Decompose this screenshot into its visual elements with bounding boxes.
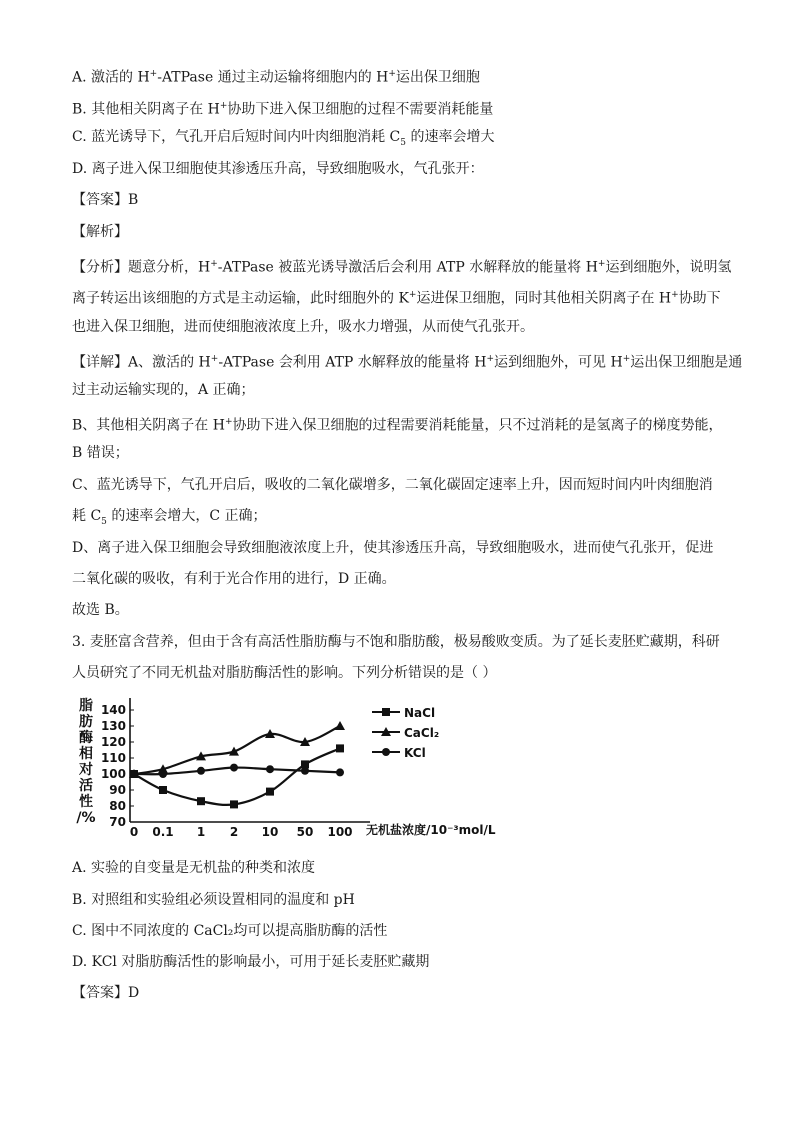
- q3-answer: [72, 983, 139, 1003]
- y-tick-label: 100: [100, 767, 126, 781]
- x-tick-label: 50: [296, 825, 314, 839]
- answer-label: 【答案】: [72, 192, 128, 208]
- q3-option-d: D. KCl 对脂肪酶活性的影响最小，可用于延长麦胚贮藏期: [72, 954, 430, 970]
- q2-conclusion: 故选 B。: [72, 602, 129, 618]
- xiangjie-a-line-2: 过主动运输实现的，A 正确；: [72, 382, 255, 398]
- q2-option-b: B. 其他相关阴离子在 H+协助下进入保卫细胞的过程不需要消耗能量: [72, 101, 494, 118]
- data-point-circle: [159, 770, 167, 778]
- fenxi-label: 【分析】: [72, 259, 128, 276]
- data-point-triangle: [335, 721, 345, 730]
- y-axis-label-char: 脂: [79, 698, 93, 714]
- x-tick-label: 2: [229, 825, 239, 839]
- y-tick-label: 130: [100, 719, 126, 733]
- y-tick-label: 140: [100, 703, 126, 717]
- data-point-circle: [301, 767, 309, 775]
- y-axis-label-char: 性: [79, 794, 93, 810]
- xiangjie-c-line-2: 耗 $C_5$ 的速率会增大，C 正确；: [72, 508, 267, 527]
- data-point-square: [336, 744, 344, 752]
- legend-marker: [382, 748, 390, 756]
- y-tick-label: 110: [100, 751, 126, 765]
- x-tick-label: 0.1: [152, 825, 174, 839]
- y-axis-label-char: /%: [76, 810, 96, 826]
- data-point-square: [230, 800, 238, 808]
- q3-option-a: A. 实验的自变量是无机盐的种类和浓度: [72, 860, 316, 876]
- data-point-square: [159, 786, 167, 794]
- q3-stem-line-2: 人员研究了不同无机盐对脂肪酶活性的影响。下列分析错误的是（ ）: [72, 665, 497, 681]
- y-axis-label-char: 活: [79, 778, 93, 794]
- q2-answer: [72, 190, 138, 210]
- fenxi-line-1: 【分析】题意分析，H+-ATPase 被蓝光诱导激活后会利用 ATP 水解释放的能量将 H+运到细胞外，说明氢: [72, 259, 732, 276]
- x-tick-label: 1: [196, 825, 206, 839]
- xiangjie-b-line-1: B、其他相关阴离子在 H+协助下进入保卫细胞的过程需要消耗能量，只不过消耗的是氢离子的梯度势能，: [72, 417, 723, 434]
- xiangjie-d-line-1: D、离子进入保卫细胞会导致细胞液浓度上升，使其渗透压升高，导致细胞吸水，进而使气孔张开，促进: [72, 540, 714, 556]
- y-axis-label-char: 肪: [79, 714, 93, 730]
- chart-svg: [70, 690, 530, 840]
- data-point-circle: [266, 765, 274, 773]
- fenxi-line-2: 离子转运出该细胞的方式是主动运输，此时细胞外的 K+运进保卫细胞，同时其他相关阴离子在 H+协助下: [72, 290, 721, 307]
- q3-option-c: C. 图中不同浓度的 CaCl₂均可以提高脂肪酶的活性: [72, 923, 388, 939]
- data-point-square: [266, 788, 274, 796]
- q2-option-d: D. 离子进入保卫细胞使其渗透压升高，导致细胞吸水，气孔张开：: [72, 161, 484, 177]
- y-axis-label-char: 对: [79, 762, 93, 778]
- q2-option-a: A. 激活的 H+-ATPase 通过主动运输将细胞内的 H+运出保卫细胞: [72, 69, 480, 86]
- fenxi-line-3: 也进入保卫细胞，进而使细胞液浓度上升，吸水力增强，从而使气孔张开。: [72, 319, 534, 335]
- x-tick-label: 10: [261, 825, 279, 839]
- xiangjie-c-line-1: C、蓝光诱导下，气孔开启后，吸收的二氧化碳增多，二氧化碳固定速率上升，因而短时间内叶肉细胞消: [72, 477, 713, 493]
- answer-value: D: [128, 985, 140, 1001]
- data-point-circle: [230, 764, 238, 772]
- legend-label: NaCl: [404, 706, 436, 720]
- xiangjie-a-line-1: 【详解】A、激活的 H+-ATPase 会利用 ATP 水解释放的能量将 H+运到细胞外，可见 H+运出保卫细胞是通: [72, 354, 743, 371]
- y-axis-label-char: 相: [79, 746, 93, 762]
- x-tick-label: 0: [129, 825, 139, 839]
- data-point-circle: [130, 770, 138, 778]
- enzyme-activity-chart: [70, 690, 530, 840]
- xiangjie-b-line-2: B 错误；: [72, 445, 129, 461]
- answer-label: 【答案】: [72, 985, 128, 1001]
- y-tick-label: 80: [109, 799, 126, 813]
- q2-analysis-label: 【解析】: [72, 224, 128, 240]
- q2-option-c: C. 蓝光诱导下，气孔开启后短时间内叶肉细胞消耗 $C_5$ 的速率会增大: [72, 129, 495, 148]
- legend-label: CaCl₂: [404, 726, 440, 740]
- y-tick-label: 90: [109, 783, 126, 797]
- xiangjie-d-line-2: 二氧化碳的吸收，有利于光合作用的进行，D 正确。: [72, 571, 396, 587]
- q3-option-b: B. 对照组和实验组必须设置相同的温度和 pH: [72, 892, 355, 908]
- y-tick-label: 120: [100, 735, 126, 749]
- legend-marker: [382, 708, 390, 716]
- data-point-square: [197, 797, 205, 805]
- xiangjie-label: 【详解】: [72, 354, 128, 371]
- y-axis-label-char: 酶: [79, 730, 93, 746]
- data-point-circle: [336, 768, 344, 776]
- y-tick-label: 70: [109, 815, 126, 829]
- x-tick-label: 100: [327, 825, 353, 839]
- q3-stem-line-1: 3. 麦胚富含营养，但由于含有高活性脂肪酶与不饱和脂肪酸，极易酸败变质。为了延长麦胚贮藏期，科研: [72, 634, 720, 650]
- x-axis-label: 无机盐浓度/10⁻³mol/L: [366, 823, 496, 837]
- answer-value: B: [128, 192, 139, 208]
- legend-label: KCl: [404, 746, 426, 760]
- data-point-circle: [197, 767, 205, 775]
